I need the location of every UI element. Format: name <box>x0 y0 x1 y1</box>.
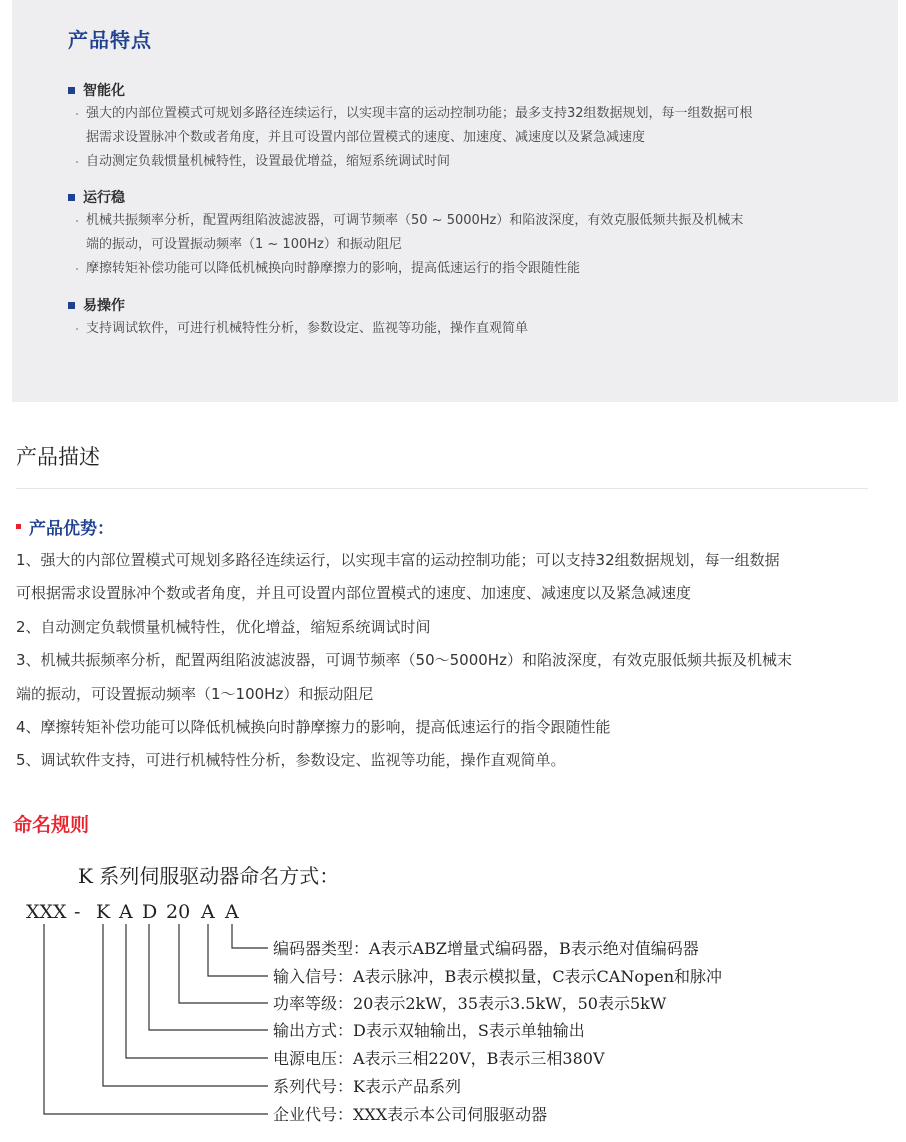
dot-icon <box>76 161 78 163</box>
feature-line <box>68 126 753 150</box>
rule-series: 系列代号：K表示产品系列 <box>273 1077 461 1096</box>
dot-icon <box>76 268 78 270</box>
advantages-list <box>16 544 896 778</box>
advantage-line: 2、自动测定负载惯量机械特性，优化增益，缩短系统调试时间 <box>16 617 431 636</box>
code-power: 20 <box>166 901 191 923</box>
feature-line-text: 摩擦转矩补偿功能可以降低机械换向时静摩擦力的影响，提高低速运行的指令跟随性能 <box>86 261 581 276</box>
dot-icon <box>76 220 78 222</box>
advantages-heading <box>16 514 114 539</box>
rule-encoder: 编码器类型：A表示ABZ增量式编码器，B表示绝对值编码器 <box>273 939 699 958</box>
advantage-line: 可根据需求设置脉冲个数或者角度，并且可设置内部位置模式的速度、加速度、减速度以及紧急减速度 <box>16 584 692 603</box>
advantage-line: 3、机械共振频率分析，配置两组陷波滤波器，可调节频率（50～5000Hz）和陷波深度，有效克服低频共振及机械末 <box>16 651 792 670</box>
advantage-line: 4、摩擦转矩补偿功能可以降低机械换向时静摩擦力的影响，提高低速运行的指令跟随性能 <box>16 718 611 737</box>
feature-line <box>68 150 753 174</box>
feature-line <box>68 233 743 257</box>
naming-heading: 命名规则 <box>13 814 90 836</box>
advantage-line: 1、强大的内部位置模式可规划多路径连续运行，以实现丰富的运动控制功能；可以支持32组数据规划，每一组数据 <box>16 551 780 569</box>
dot-icon <box>76 113 78 115</box>
group-heading-label: 运行稳 <box>83 190 125 206</box>
rule-output: 输出方式：D表示双轴输出，S表示单轴输出 <box>273 1021 585 1040</box>
naming-diagram <box>0 850 906 1142</box>
connector-input <box>208 924 268 976</box>
connector-encoder <box>232 924 268 948</box>
feature-group-stable <box>68 187 743 281</box>
group-heading-label: 易操作 <box>83 298 125 314</box>
advantages-heading-label: 产品优势： <box>29 519 114 539</box>
feature-line <box>68 102 753 126</box>
square-bullet-icon <box>68 302 75 309</box>
feature-line-text: 自动测定负载惯量机械特性，设置最优增益，缩短系统调试时间 <box>86 154 451 169</box>
group-heading <box>68 295 528 315</box>
rule-input: 输入信号：A表示脉冲，B表示模拟量，C表示CANopen和脉冲 <box>273 967 723 986</box>
red-square-icon <box>16 524 21 529</box>
features-title: 产品特点 <box>68 28 152 52</box>
advantage-line: 5、调试软件支持，可进行机械特性分析，参数设定、监视等功能，操作直观简单。 <box>16 751 566 770</box>
group-heading <box>68 187 743 207</box>
code-prefix: XXX <box>26 901 67 923</box>
square-bullet-icon <box>68 194 75 201</box>
code-voltage: A <box>119 901 133 923</box>
group-heading <box>68 80 753 100</box>
code-input: A <box>201 901 215 923</box>
rule-voltage: 电源电压：A表示三相220V，B表示三相380V <box>273 1049 605 1068</box>
feature-line <box>68 317 528 341</box>
code-output: D <box>142 901 158 923</box>
rule-prefix: 企业代号：XXX表示本公司伺服驱动器 <box>273 1105 548 1124</box>
feature-line <box>68 257 743 281</box>
advantage-line: 端的振动，可设置振动频率（1～100Hz）和振动阻尼 <box>16 684 374 703</box>
feature-line <box>68 209 743 233</box>
naming-diagram-title: K 系列伺服驱动器命名方式： <box>78 864 340 888</box>
feature-line-text: 机械共振频率分析，配置两组陷波滤波器，可调节频率（50 ~ 5000Hz）和陷波深度，有效克服低频共振及机械末 <box>86 213 744 228</box>
divider <box>16 488 868 489</box>
feature-line-text: 支持调试软件，可进行机械特性分析，参数设定、监视等功能，操作直观简单 <box>86 321 529 336</box>
features-panel <box>12 0 898 402</box>
group-heading-label: 智能化 <box>83 83 125 99</box>
code-dash: - <box>74 901 81 923</box>
feature-group-easy <box>68 295 528 341</box>
dot-icon <box>76 328 78 330</box>
description-title: 产品描述 <box>16 445 100 469</box>
code-encoder: A <box>225 901 239 923</box>
feature-line-text: 端的振动，可设置振动频率（1 ~ 100Hz）和振动阻尼 <box>86 237 402 252</box>
rule-power: 功率等级：20表示2kW，35表示3.5kW，50表示5kW <box>273 994 667 1013</box>
connector-power <box>179 924 268 1003</box>
feature-line-text: 强大的内部位置模式可规划多路径连续运行，以实现丰富的运动控制功能；最多支持32组数据规划，每一组数据可根 <box>86 106 753 121</box>
feature-line-text: 据需求设置脉冲个数或者角度，并且可设置内部位置模式的速度、加速度、减速度以及紧急减速度 <box>86 130 646 145</box>
square-bullet-icon <box>68 87 75 94</box>
connector-lines <box>44 924 268 1114</box>
code-series: K <box>96 901 111 923</box>
feature-group-intelligent <box>68 80 753 174</box>
connector-voltage <box>126 924 268 1058</box>
